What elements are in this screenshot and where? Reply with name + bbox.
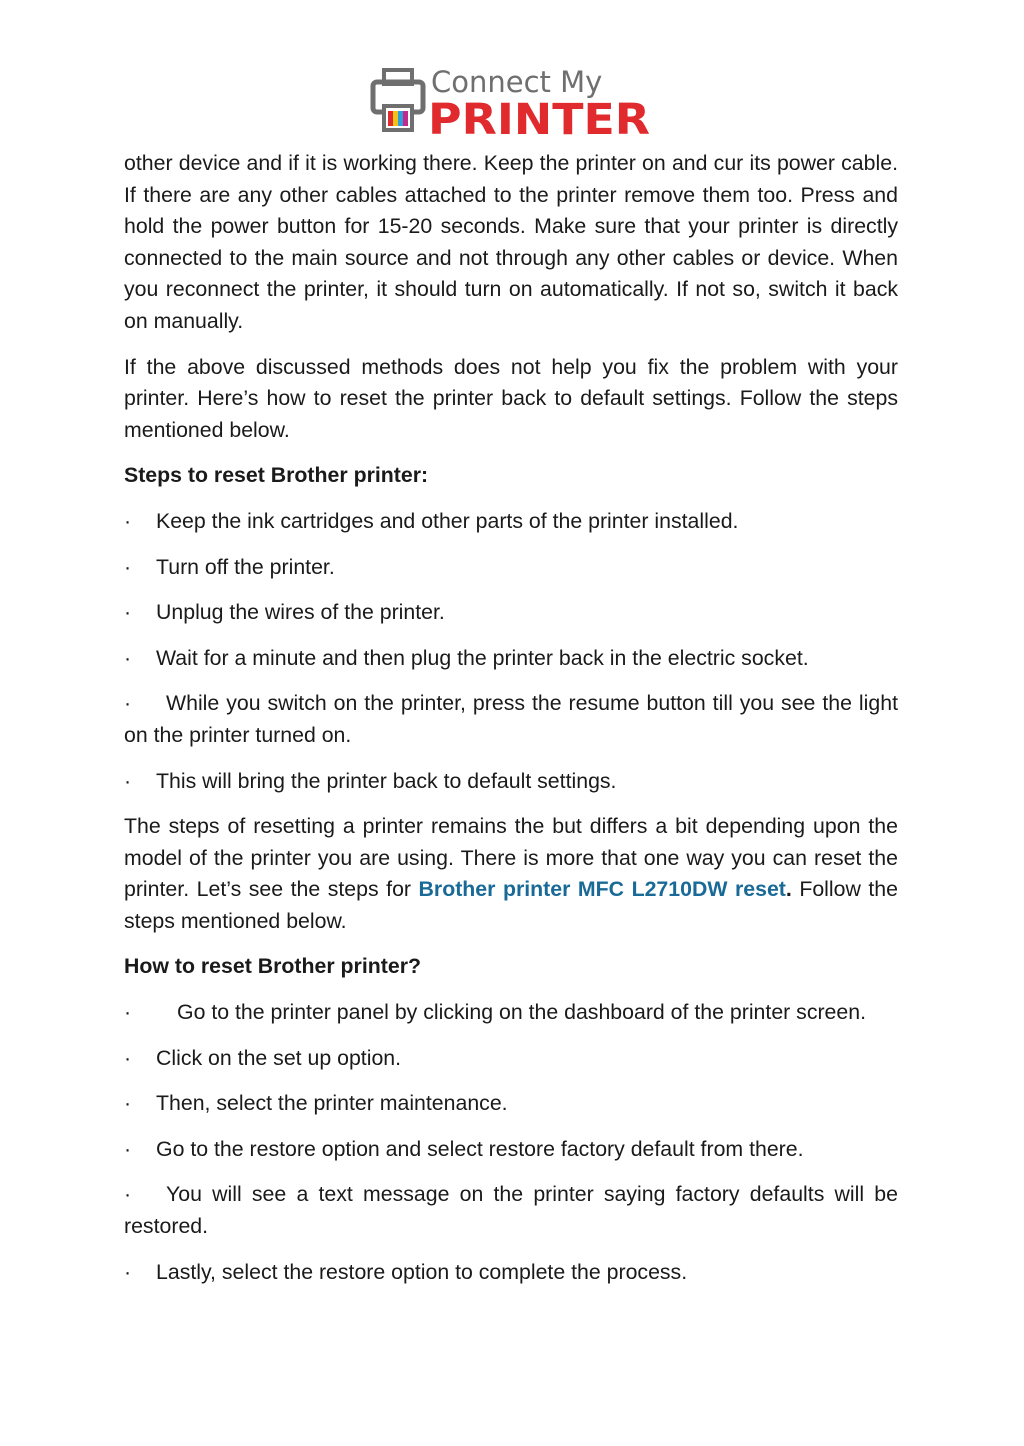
list-item — [124, 506, 898, 538]
bullet-icon: · — [124, 1259, 132, 1284]
list-item-text: Click on the set up option. — [156, 1045, 402, 1070]
list-item — [124, 688, 898, 751]
list-item-text: Keep the ink cartridges and other parts of the printer installed. — [156, 508, 739, 533]
list-item-text: Turn off the printer. — [156, 554, 335, 579]
list-item — [124, 1088, 898, 1120]
list-item — [124, 1257, 898, 1289]
paragraph-text: Follow the steps mentioned below. — [124, 877, 898, 933]
list-item — [124, 552, 898, 584]
list-item-text: You will see a text message on the printer saying factory defaults will be restored. — [124, 1182, 898, 1239]
paragraph-intro-reset: If the above discussed methods does not help you fix the problem with your printer. Here’s how to reset the printer back to default settings. Follow the steps mentioned below. — [124, 354, 898, 442]
list-item-text: While you switch on the printer, press the resume button till you see the light on the printer turned on. — [124, 691, 898, 747]
brother-mfc-l2710dw-reset-link[interactable]: Brother printer MFC L2710DW reset — [418, 877, 786, 902]
printer-icon — [373, 70, 423, 130]
bullet-icon: · — [124, 1091, 132, 1116]
bullet-icon: · — [124, 1000, 132, 1025]
bullet-icon: · — [124, 1136, 132, 1161]
list-item-text: Go to the restore option and select restore factory default from there. — [156, 1136, 804, 1161]
list-item — [124, 597, 898, 629]
document-body — [124, 148, 898, 1302]
bullet-icon: · — [124, 691, 132, 716]
logo-line1: Connect My — [431, 65, 603, 99]
list-item-text: Wait for a minute and then plug the printer back in the electric socket. — [156, 645, 809, 670]
bullet-icon: · — [124, 768, 132, 793]
heading-how-to-reset: How to reset Brother printer? — [124, 954, 422, 979]
paragraph-power-reset: other device and if it is working there. Keep the printer on and cur its power cable. If there are any other cables attached to the printer remove them too. Press and hold the power button for 15-20 seconds. Make sure that your printer is directly connected to the main source and not through any other cables or device. When you reconnect the printer, it should turn on automatically. If not so, switch it back on manually. — [124, 151, 898, 333]
logo-line2: PRINTER — [428, 95, 650, 140]
list-item — [124, 997, 898, 1029]
heading-steps-reset: Steps to reset Brother printer: — [124, 463, 429, 488]
list-item-text: Lastly, select the restore option to complete the process. — [156, 1259, 688, 1284]
list-item — [124, 1179, 898, 1242]
list-item-text: This will bring the printer back to default settings. — [156, 768, 617, 793]
bullet-icon: · — [124, 508, 132, 533]
connect-my-printer-logo — [370, 62, 660, 140]
list-item — [124, 766, 898, 798]
list-item — [124, 1134, 898, 1166]
bullet-icon: · — [124, 645, 132, 670]
bullet-icon: · — [124, 1182, 132, 1207]
paragraph-text: The steps of resetting a printer remains the but differs a bit depending upon the model of the printer you are using. There is more that one way you can reset the printer. Let’s see the steps for — [124, 814, 898, 902]
link-period: . — [785, 877, 792, 902]
list-item — [124, 1043, 898, 1075]
bullet-icon: · — [124, 600, 132, 625]
bullet-icon: · — [124, 554, 132, 579]
bullet-icon: · — [124, 1045, 132, 1070]
paragraph-model-reset — [124, 811, 898, 937]
list-item-text: Go to the printer panel by clicking on the dashboard of the printer screen. — [177, 1000, 867, 1025]
list-item — [124, 643, 898, 675]
list-item-text: Unplug the wires of the printer. — [156, 600, 445, 625]
list-item-text: Then, select the printer maintenance. — [156, 1091, 508, 1116]
